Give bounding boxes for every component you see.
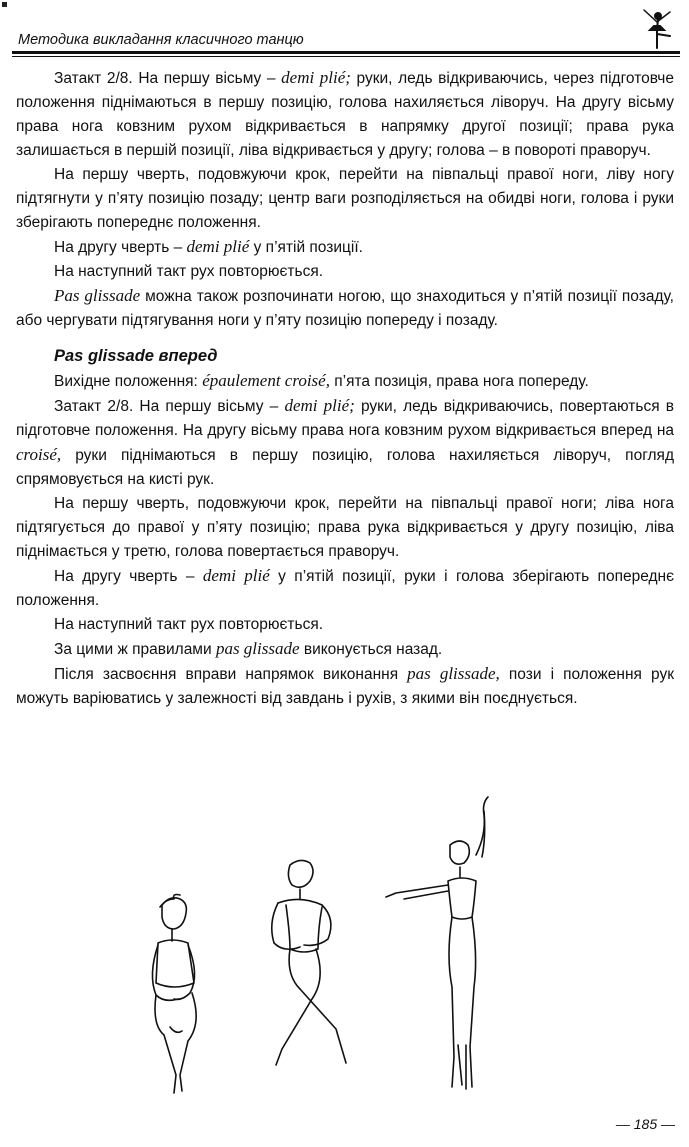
paragraph	[16, 662, 674, 711]
paragraph	[16, 284, 674, 333]
paragraph: На наступний такт рух повторюється.	[54, 263, 324, 280]
paragraph: На наступний такт рух повторюється.	[54, 616, 324, 633]
text-run: За цими ж правилами	[54, 641, 216, 658]
text-run: Після засвоєння вправи напрямок виконання	[54, 666, 408, 683]
dancer-figure-1	[152, 895, 196, 1094]
paragraph: На першу чверть, подовжуючи крок, перейти на півпальці правої ноги; ліва нога підтягується до правої у п’яту позицію; права рука відкривається у другу позицію, ліва піднімається у третю, голова повертається праворуч.	[16, 495, 674, 560]
ballerina-icon	[636, 6, 676, 50]
dancer-sketches-illustration	[130, 795, 550, 1095]
paragraph	[16, 235, 674, 260]
paragraph	[16, 369, 674, 394]
text-run: Затакт 2/8. На першу вісьму –	[54, 70, 282, 87]
section-heading: Pas glissade вперед	[54, 347, 218, 365]
paragraph	[16, 66, 674, 163]
italic-term: demi plié;	[284, 396, 355, 415]
text-run: п’ята позиція, права нога попереду.	[329, 373, 589, 390]
text-run: пози і положення рук можуть варіюватись у залежності від завдань і рухів, з якими він поєднується.	[16, 666, 675, 707]
text-run: На другу чверть –	[54, 239, 187, 256]
dancer-figure-2	[272, 860, 346, 1065]
italic-term: demi plié;	[281, 68, 351, 87]
italic-term: pas glissade	[215, 639, 300, 658]
text-run: руки піднімаються в першу позицію, голова нахиляється ліворуч, погляд спрямовується на кисті рук.	[16, 447, 674, 488]
italic-term: croisé,	[16, 445, 62, 464]
paragraph	[16, 394, 674, 492]
italic-term: Pas glissade	[54, 286, 141, 305]
header-title: Методика викладання класичного танцю	[18, 32, 304, 48]
page-text	[16, 66, 674, 711]
header-rule-thin	[12, 56, 680, 57]
dancer-figure-3	[386, 797, 488, 1089]
text-run: руки, ледь відкриваючись, через підготовче положення піднімаються в першу позицію, голова нахиляється ліворуч. На другу вісьму права нога ковзним рухом відкривається в напрямку другої позиції; права рука залишається в першій позиції, ліва відкривається у другу; голова – в повороті праворуч.	[16, 70, 674, 159]
header-rule	[12, 51, 680, 54]
page-number: — 185 —	[615, 1116, 675, 1132]
paragraph	[16, 564, 674, 613]
text-run: Вихідне положення:	[54, 373, 203, 390]
paragraph: На першу чверть, подовжуючи крок, перейти на півпальці правої ноги, ліву ногу підтягнути у п’яту позицію позаду; центр ваги розподіляється на обидві ноги, голова і руки зберігають попереднє положення.	[16, 166, 674, 231]
text-run: На другу чверть –	[54, 568, 203, 585]
text-run: виконується назад.	[299, 641, 443, 658]
text-run: можна також розпочинати ногою, що знаходиться у п’ятій позиції позаду, або чергувати підтягування ноги у п’яту позицію попереду і позаду.	[16, 288, 674, 329]
corner-mark	[2, 2, 7, 7]
text-run: руки, ледь відкриваючись, повертаються в підготовче положення. На другу вісьму права нога ковзним рухом відкривається вперед на	[16, 398, 675, 439]
text-run: Затакт 2/8. На першу вісьму –	[54, 398, 285, 415]
paragraph	[16, 637, 674, 662]
italic-term: demi plié	[202, 566, 270, 585]
italic-term: épaulement croisé,	[202, 371, 330, 390]
running-header	[10, 4, 682, 56]
italic-term: demi plié	[186, 237, 250, 256]
text-run: у п’ятій позиції.	[249, 239, 363, 256]
italic-term: pas glissade,	[407, 664, 500, 683]
text-run: у п’ятій позиції, руки і голова зберігають попереднє положення.	[16, 568, 675, 609]
